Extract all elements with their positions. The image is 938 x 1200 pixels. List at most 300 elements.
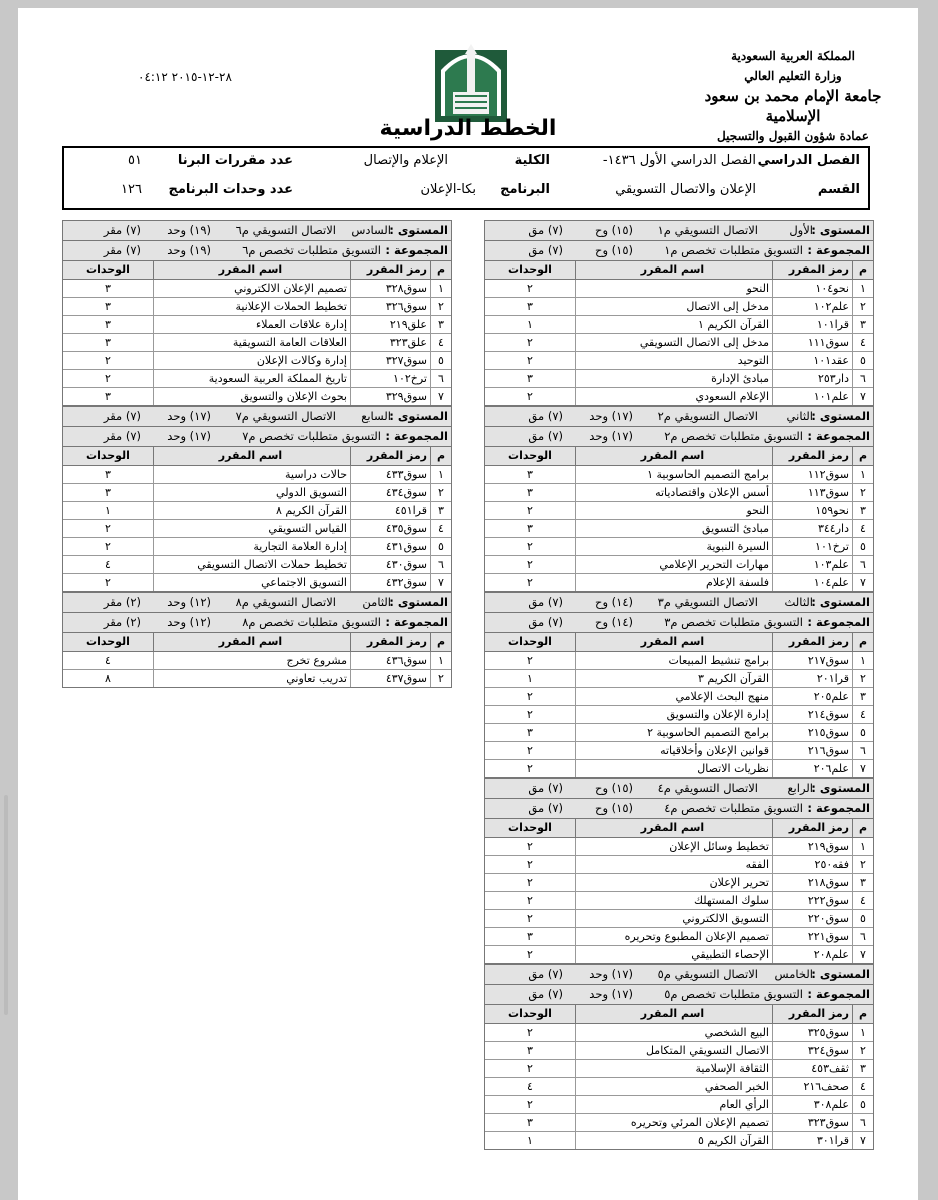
table-row — [485, 1042, 873, 1060]
course-code: دار٣٤٤ — [772, 520, 852, 537]
table-row — [485, 466, 873, 484]
row-number: ٤ — [852, 1078, 873, 1095]
course-code: سوق٣٢٨ — [350, 280, 430, 297]
col-code: رمز المقرر — [350, 447, 430, 465]
course-code: سوق٣٢٩ — [350, 388, 430, 405]
course-name: مدخل إلى الاتصال التسويقي — [575, 334, 772, 351]
course-code: سوق٢٢٠ — [772, 910, 852, 927]
course-units: ٢ — [527, 282, 533, 295]
department-label: القسم — [817, 182, 860, 197]
course-units: ٢ — [527, 1026, 533, 1039]
level-units: (١٧) وحد — [167, 409, 211, 423]
course-name: تخطيط الحملات الإعلانية — [153, 298, 350, 315]
course-name: تصميم الإعلان المطبوع وتحريره — [575, 928, 772, 945]
course-name: إدارة العلامة التجارية — [153, 538, 350, 555]
col-m: م — [430, 447, 451, 465]
level-course-count: (٧) مقر — [103, 223, 141, 237]
row-number: ٢ — [852, 484, 873, 501]
table-row — [485, 280, 873, 298]
table-header — [63, 633, 451, 652]
course-name: بحوث الإعلان والتسويق — [153, 388, 350, 405]
row-number: ٢ — [430, 484, 451, 501]
info-row-2 — [64, 182, 868, 212]
table-row — [485, 484, 873, 502]
level-name: الاتصال التسويقي م٤ — [657, 781, 758, 795]
institution-header — [688, 46, 898, 146]
course-units: ٢ — [527, 654, 533, 667]
course-units: ٢ — [527, 558, 533, 571]
group-label: المجموعة : — [807, 243, 870, 257]
row-number: ٢ — [430, 298, 451, 315]
course-units: ٢ — [527, 708, 533, 721]
course-units: ٢ — [527, 390, 533, 403]
program-info-box — [62, 146, 870, 210]
row-number: ٧ — [852, 388, 873, 405]
page-title: الخطط الدراسية — [379, 116, 557, 141]
course-code: سوق٣٢٥ — [772, 1024, 852, 1041]
row-number: ٥ — [852, 724, 873, 741]
group-course-count: (٧) مقر — [103, 429, 141, 443]
level-block — [484, 964, 874, 1150]
row-number: ٤ — [852, 706, 873, 723]
course-code: علم٢٠٨ — [772, 946, 852, 963]
level-number: الخامس — [774, 967, 813, 981]
course-units: ٢ — [527, 1062, 533, 1075]
course-name: الاتصال التسويقي المتكامل — [575, 1042, 772, 1059]
table-row — [485, 856, 873, 874]
course-code: نحو١٠٤ — [772, 280, 852, 297]
col-m: م — [852, 261, 873, 279]
course-code: سوق٢٢٢ — [772, 892, 852, 909]
course-code: ترخ١٠١ — [772, 538, 852, 555]
col-code: رمز المقرر — [772, 819, 852, 837]
course-units: ٢ — [105, 576, 111, 589]
level-block — [62, 406, 452, 592]
level-number: الثالث — [784, 595, 813, 609]
table-row — [485, 370, 873, 388]
row-number: ٤ — [852, 892, 873, 909]
course-code: ثقف٤٥٣ — [772, 1060, 852, 1077]
courses-count-value: ٥١ — [128, 153, 142, 168]
col-code: رمز المقرر — [772, 447, 852, 465]
level-header — [63, 221, 451, 241]
course-code: سوق٤٣٧ — [350, 670, 430, 687]
course-code: علم١٠١ — [772, 388, 852, 405]
row-number: ١ — [430, 280, 451, 297]
row-number: ٢ — [852, 856, 873, 873]
course-units: ٤ — [105, 558, 111, 571]
table-row — [485, 838, 873, 856]
col-name: اسم المقرر — [575, 447, 772, 465]
col-units: الوحدات — [508, 635, 552, 648]
course-code: علم١٠٣ — [772, 556, 852, 573]
course-code: سوق٤٣٠ — [350, 556, 430, 573]
group-course-count: (٧) مق — [528, 801, 563, 815]
level-course-count: (٧) مق — [528, 409, 563, 423]
course-units: ٢ — [527, 744, 533, 757]
level-header — [485, 221, 873, 241]
level-number: الرابع — [787, 781, 813, 795]
course-code: سوق٤٣٦ — [350, 652, 430, 669]
course-units: ٢ — [105, 540, 111, 553]
group-label: المجموعة : — [807, 615, 870, 629]
course-code: ترخ١٠٢ — [350, 370, 430, 387]
row-number: ٣ — [430, 316, 451, 333]
table-row — [485, 388, 873, 405]
table-row — [485, 1024, 873, 1042]
row-number: ٦ — [852, 742, 873, 759]
row-number: ٥ — [852, 1096, 873, 1113]
course-code: سوق١١٣ — [772, 484, 852, 501]
units-value: ١٢٦ — [121, 182, 142, 197]
table-row — [485, 874, 873, 892]
level-block — [484, 592, 874, 778]
course-name: نظريات الاتصال — [575, 760, 772, 777]
course-units: ٣ — [527, 486, 533, 499]
course-code: سوق٢١٥ — [772, 724, 852, 741]
col-m: م — [430, 261, 451, 279]
course-name: السيرة النبوية — [575, 538, 772, 555]
course-units: ٢ — [105, 354, 111, 367]
level-header — [63, 593, 451, 613]
course-units: ٣ — [105, 336, 111, 349]
group-units: (١٥) وح — [595, 801, 633, 815]
course-name: برامج تنشيط المبيعات — [575, 652, 772, 669]
course-name: منهج البحث الإعلامي — [575, 688, 772, 705]
level-label: المستوى : — [811, 967, 870, 981]
col-units: الوحدات — [508, 449, 552, 462]
col-m: م — [852, 633, 873, 651]
group-units: (١٥) وح — [595, 243, 633, 257]
col-units: الوحدات — [508, 263, 552, 276]
course-units: ٢ — [527, 840, 533, 853]
group-name: التسويق متطلبات تخصص م٦ — [242, 243, 381, 257]
row-number: ٥ — [852, 910, 873, 927]
level-name: الاتصال التسويقي م٧ — [235, 409, 336, 423]
course-units: ٣ — [527, 1044, 533, 1057]
group-course-count: (٧) مقر — [103, 243, 141, 257]
row-number: ٤ — [430, 520, 451, 537]
course-units: ٢ — [105, 372, 111, 385]
col-name: اسم المقرر — [153, 633, 350, 651]
row-number: ٣ — [852, 874, 873, 891]
course-code: سوق٣٢٦ — [350, 298, 430, 315]
level-name: الاتصال التسويقي م٢ — [657, 409, 758, 423]
group-label: المجموعة : — [807, 987, 870, 1001]
level-course-count: (٧) مق — [528, 595, 563, 609]
level-units: (١٤) وح — [595, 595, 633, 609]
department-value: الإعلان والاتصال التسويقي — [615, 182, 756, 197]
table-row — [485, 928, 873, 946]
course-units: ٢ — [527, 576, 533, 589]
table-row — [485, 1060, 873, 1078]
course-code: قرا٢٠١ — [772, 670, 852, 687]
level-header — [485, 965, 873, 985]
course-units: ٢ — [527, 876, 533, 889]
course-units: ٣ — [527, 300, 533, 313]
level-name: الاتصال التسويقي م٣ — [657, 595, 758, 609]
course-units: ٢ — [105, 522, 111, 535]
row-number: ٢ — [852, 670, 873, 687]
course-name: التسويق الدولي — [153, 484, 350, 501]
course-code: سوق٤٣٣ — [350, 466, 430, 483]
college-label: الكلية — [514, 153, 550, 168]
level-label: المستوى : — [389, 409, 448, 423]
row-number: ٦ — [430, 556, 451, 573]
course-name: التوحيد — [575, 352, 772, 369]
table-row — [485, 910, 873, 928]
course-units: ٣ — [527, 522, 533, 535]
course-code: سوق٢١٩ — [772, 838, 852, 855]
course-units: ٣ — [527, 1116, 533, 1129]
program-label: البرنامج — [500, 182, 550, 197]
col-name: اسم المقرر — [153, 447, 350, 465]
level-name: الاتصال التسويقي م١ — [657, 223, 758, 237]
row-number: ٣ — [852, 502, 873, 519]
table-header — [485, 633, 873, 652]
level-name: الاتصال التسويقي م٨ — [235, 595, 336, 609]
row-number: ٢ — [852, 298, 873, 315]
level-units: (١٥) وح — [595, 223, 633, 237]
level-label: المستوى : — [389, 595, 448, 609]
group-label: المجموعة : — [807, 801, 870, 815]
group-header — [485, 799, 873, 819]
course-code: سوق٤٣٤ — [350, 484, 430, 501]
table-row — [485, 688, 873, 706]
table-row — [485, 352, 873, 370]
table-row — [63, 316, 451, 334]
table-row — [485, 298, 873, 316]
col-name: اسم المقرر — [575, 819, 772, 837]
group-label: المجموعة : — [385, 429, 448, 443]
level-units: (١٧) وحد — [589, 967, 633, 981]
course-name: القرآن الكريم ١ — [575, 316, 772, 333]
level-number: السابع — [361, 409, 391, 423]
course-name: تخطيط وسائل الإعلان — [575, 838, 772, 855]
course-units: ٤ — [527, 1080, 533, 1093]
group-name: التسويق متطلبات تخصص م٣ — [664, 615, 803, 629]
course-units: ٣ — [527, 468, 533, 481]
semester-value: الفصل الدراسي الأول ١٤٣٦- — [602, 153, 756, 168]
table-row — [485, 742, 873, 760]
course-code: صحف٢١٦ — [772, 1078, 852, 1095]
course-name: برامج التصميم الحاسوبية ٢ — [575, 724, 772, 741]
table-header — [63, 261, 451, 280]
course-units: ٢ — [527, 762, 533, 775]
course-code: علم٣٠٨ — [772, 1096, 852, 1113]
group-header — [63, 613, 451, 633]
course-units: ٢ — [527, 948, 533, 961]
row-number: ٢ — [430, 670, 451, 687]
level-label: المستوى : — [811, 595, 870, 609]
row-number: ١ — [852, 838, 873, 855]
row-number: ٣ — [852, 688, 873, 705]
row-number: ٤ — [852, 520, 873, 537]
table-row — [63, 670, 451, 687]
col-code: رمز المقرر — [350, 261, 430, 279]
course-units: ٢ — [527, 1098, 533, 1111]
row-number: ١ — [852, 466, 873, 483]
course-code: سوق٣٢٤ — [772, 1042, 852, 1059]
table-row — [63, 484, 451, 502]
course-name: تصميم الإعلان المرئي وتحريره — [575, 1114, 772, 1131]
course-name: مبادئ الإدارة — [575, 370, 772, 387]
table-row — [63, 388, 451, 405]
table-row — [485, 502, 873, 520]
course-code: فقه٢٥٠ — [772, 856, 852, 873]
course-name: القرآن الكريم ٨ — [153, 502, 350, 519]
row-number: ٦ — [852, 928, 873, 945]
table-row — [485, 316, 873, 334]
course-name: قوانين الإعلان وأخلاقياته — [575, 742, 772, 759]
info-row-1 — [64, 153, 868, 183]
table-row — [485, 652, 873, 670]
group-units: (١٩) وحد — [167, 243, 211, 257]
course-name: القرآن الكريم ٣ — [575, 670, 772, 687]
row-number: ١ — [852, 1024, 873, 1041]
row-number: ٦ — [430, 370, 451, 387]
group-header — [63, 241, 451, 261]
row-number: ٧ — [852, 574, 873, 591]
col-units: الوحدات — [508, 1007, 552, 1020]
row-number: ٦ — [852, 370, 873, 387]
group-label: المجموعة : — [385, 243, 448, 257]
table-row — [485, 724, 873, 742]
course-code: علق٣٢٣ — [350, 334, 430, 351]
course-name: أسس الإعلان واقتصادياته — [575, 484, 772, 501]
group-name: التسويق متطلبات تخصص م١ — [664, 243, 803, 257]
deanship-name: عمادة شؤون القبول والتسجيل — [717, 129, 869, 143]
level-label: المستوى : — [389, 223, 448, 237]
course-units: ٣ — [527, 930, 533, 943]
course-name: مهارات التحرير الإعلامي — [575, 556, 772, 573]
course-units: ٣ — [527, 726, 533, 739]
level-header — [63, 407, 451, 427]
group-header — [485, 427, 873, 447]
course-code: سوق٢١٨ — [772, 874, 852, 891]
table-row — [485, 760, 873, 777]
level-block — [484, 778, 874, 964]
row-number: ٥ — [430, 538, 451, 555]
row-number: ١ — [852, 280, 873, 297]
level-number: الثامن — [362, 595, 391, 609]
course-units: ١ — [527, 672, 533, 685]
course-name: حالات دراسية — [153, 466, 350, 483]
courses-count-label: عدد مقررات البرنا — [177, 153, 293, 168]
university-logo-icon — [433, 36, 509, 122]
levels-column-left — [62, 220, 452, 688]
group-units: (١٧) وحد — [167, 429, 211, 443]
table-row — [485, 1096, 873, 1114]
table-row — [485, 1132, 873, 1149]
table-row — [63, 538, 451, 556]
table-row — [485, 946, 873, 963]
course-code: علم١٠٢ — [772, 298, 852, 315]
col-code: رمز المقرر — [772, 261, 852, 279]
table-row — [63, 280, 451, 298]
course-code: سوق٢١٧ — [772, 652, 852, 669]
row-number: ٦ — [852, 1114, 873, 1131]
levels-column-right — [484, 220, 874, 1150]
table-row — [485, 334, 873, 352]
scrollbar[interactable] — [4, 795, 8, 1015]
level-header — [485, 779, 873, 799]
row-number: ٥ — [852, 538, 873, 555]
table-header — [485, 1005, 873, 1024]
col-units: الوحدات — [86, 449, 130, 462]
level-header — [485, 407, 873, 427]
course-units: ٢ — [527, 540, 533, 553]
course-code: سوق١١١ — [772, 334, 852, 351]
col-name: اسم المقرر — [575, 633, 772, 651]
university-name: جامعة الإمام محمد بن سعود الإسلامية — [704, 87, 882, 125]
course-units: ٣ — [105, 468, 111, 481]
course-name: تحرير الإعلان — [575, 874, 772, 891]
table-row — [63, 352, 451, 370]
table-row — [485, 574, 873, 591]
row-number: ٥ — [852, 352, 873, 369]
course-code: علم٢٠٥ — [772, 688, 852, 705]
kingdom-name: المملكة العربية السعودية — [731, 49, 855, 63]
course-name: العلاقات العامة التسويقية — [153, 334, 350, 351]
table-row — [63, 370, 451, 388]
table-row — [485, 556, 873, 574]
college-value: الإعلام والإتصال — [363, 153, 448, 168]
course-code: قرا١٠١ — [772, 316, 852, 333]
table-row — [485, 670, 873, 688]
level-block — [484, 406, 874, 592]
course-code: سوق١١٢ — [772, 466, 852, 483]
row-number: ٣ — [852, 316, 873, 333]
level-number: الثاني — [786, 409, 813, 423]
group-course-count: (٧) مق — [528, 429, 563, 443]
course-name: النحو — [575, 280, 772, 297]
course-name: برامج التصميم الحاسوبية ١ — [575, 466, 772, 483]
row-number: ٧ — [852, 946, 873, 963]
course-code: علق٢١٩ — [350, 316, 430, 333]
col-m: م — [852, 1005, 873, 1023]
group-name: التسويق متطلبات تخصص م٧ — [242, 429, 381, 443]
course-units: ٢ — [527, 912, 533, 925]
group-label: المجموعة : — [385, 615, 448, 629]
course-name: الخبر الصحفي — [575, 1078, 772, 1095]
level-block — [62, 592, 452, 688]
table-row — [63, 298, 451, 316]
course-units: ٣ — [105, 300, 111, 313]
col-code: رمز المقرر — [350, 633, 430, 651]
level-units: (١٥) وح — [595, 781, 633, 795]
table-header — [485, 447, 873, 466]
row-number: ١ — [852, 652, 873, 669]
level-units: (١٢) وحد — [167, 595, 211, 609]
level-number: الأول — [789, 223, 813, 237]
course-units: ٢ — [527, 858, 533, 871]
course-name: إدارة وكالات الإعلان — [153, 352, 350, 369]
row-number: ٧ — [430, 574, 451, 591]
table-header — [63, 447, 451, 466]
row-number: ٤ — [852, 334, 873, 351]
group-header — [485, 613, 873, 633]
level-header — [485, 593, 873, 613]
col-code: رمز المقرر — [772, 633, 852, 651]
course-code: علم١٠٤ — [772, 574, 852, 591]
semester-label: الفصل الدراسي — [757, 153, 860, 168]
row-number: ٧ — [430, 388, 451, 405]
group-name: التسويق متطلبات تخصص م٤ — [664, 801, 803, 815]
row-number: ٢ — [852, 1042, 873, 1059]
course-units: ٣ — [527, 372, 533, 385]
program-value: بكا-الإعلان — [420, 182, 476, 197]
